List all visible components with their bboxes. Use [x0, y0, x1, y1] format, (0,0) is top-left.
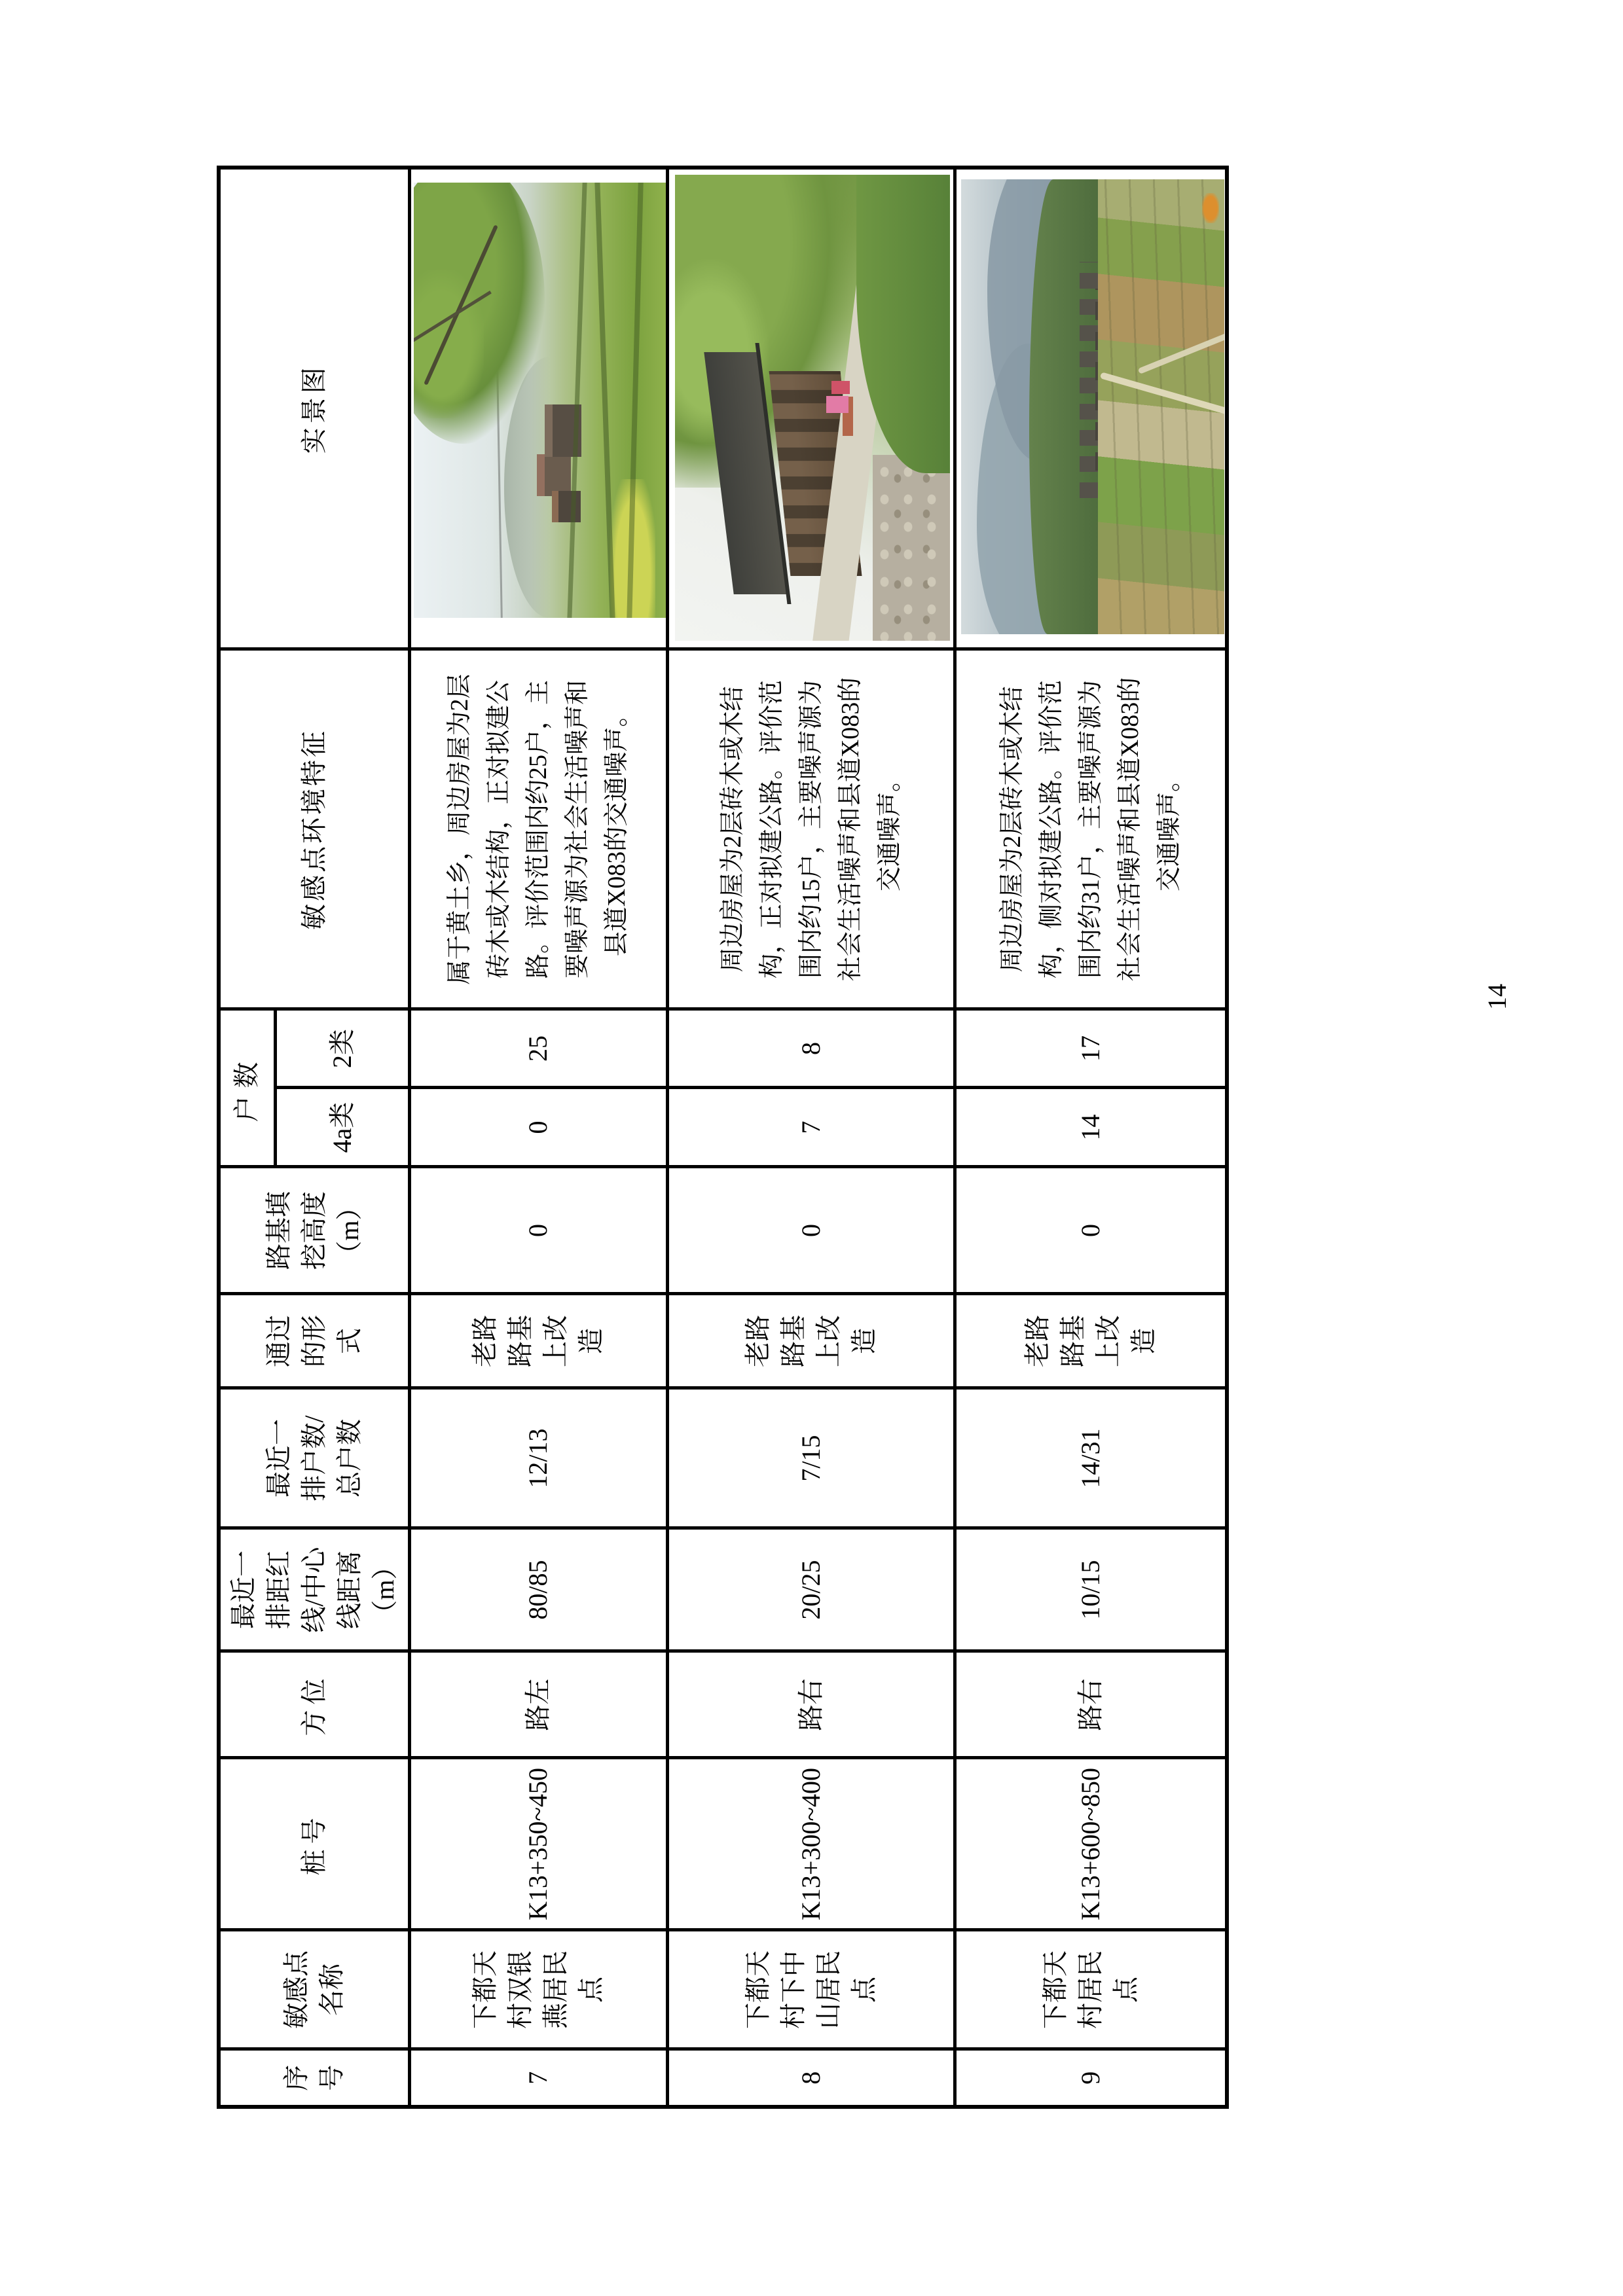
col-header-subgrade: 路基填挖高度（m）	[219, 1167, 409, 1294]
col-header-env-features: 敏感点环境特征	[219, 649, 409, 1009]
col-header-stake: 桩号	[219, 1758, 409, 1930]
cell-class4a-7: 0	[409, 1088, 667, 1167]
table-row	[955, 168, 1227, 2107]
cell-subgrade-9: 0	[955, 1167, 1227, 1294]
table-row	[409, 168, 667, 2107]
cell-distance-9: 10/15	[955, 1528, 1227, 1651]
photo1-house-shape	[537, 454, 571, 496]
noise-sensitive-points-table	[217, 166, 1229, 2109]
col-header-index: 序号	[219, 2049, 409, 2107]
cell-distance-7: 80/85	[409, 1528, 667, 1651]
cell-form-8: 老路路基上改造	[667, 1294, 955, 1388]
photo2-stone-gravel	[873, 455, 950, 641]
cell-index-8: 8	[667, 2049, 955, 2107]
col-header-form: 通过的形式	[219, 1294, 409, 1388]
col-header-ratio: 最近一排户数/总户数	[219, 1388, 409, 1528]
col-header-photo: 实景图	[219, 168, 409, 649]
col-header-distance: 最近一排距红线/中心线距离（m）	[219, 1528, 409, 1651]
photo2-laundry-accent	[831, 381, 850, 394]
cell-name-8: 下都天村下中山居民点	[667, 1930, 955, 2049]
col-header-class-4a: 4a类	[275, 1088, 409, 1167]
rotated-table-region	[217, 170, 1224, 2109]
cell-class4a-8: 7	[667, 1088, 955, 1167]
photo3-orange-accent	[1202, 193, 1219, 223]
site-photo-village-view	[414, 183, 666, 619]
cell-stake-8: K13+300~400	[667, 1758, 955, 1930]
landscape-table-canvas	[217, 170, 1224, 2109]
cell-ratio-9: 14/31	[955, 1388, 1227, 1528]
site-photo-valley-panorama	[961, 180, 1224, 635]
cell-index-9: 9	[955, 2049, 1227, 2107]
cell-class2-8: 8	[667, 1009, 955, 1088]
cell-subgrade-7: 0	[409, 1167, 667, 1294]
col-header-households: 户数	[219, 1009, 275, 1167]
page-number: 14	[1482, 984, 1512, 1010]
cell-photo-7	[409, 168, 667, 649]
cell-env-features-7: 属于黄土乡，周边房屋为2层砖木或木结构，正对拟建公路。评价范围内约25户，主要噪声源为社会生活噪声和县道X083的交通噪声。	[409, 649, 667, 1009]
col-header-direction: 方位	[219, 1651, 409, 1758]
photo1-house-shape	[552, 491, 581, 522]
cell-stake-7: K13+350~450	[409, 1758, 667, 1930]
cell-stake-9: K13+600~850	[955, 1758, 1227, 1930]
cell-class4a-9: 14	[955, 1088, 1227, 1167]
cell-direction-8: 路右	[667, 1651, 955, 1758]
cell-form-7: 老路路基上改造	[409, 1294, 667, 1388]
photo2-laundry-accent	[826, 396, 848, 413]
cell-direction-7: 路左	[409, 1651, 667, 1758]
cell-env-features-8: 周边房屋为2层砖木或木结构，正对拟建公路。评价范围内约15户，主要噪声源为社会生活噪声和县道X083的交通噪声。	[667, 649, 955, 1009]
col-header-name: 敏感点名称	[219, 1930, 409, 2049]
cell-env-features-9: 周边房屋为2层砖木或木结构，侧对拟建公路。评价范围内约31户，主要噪声源为社会生活噪声和县道X083的交通噪声。	[955, 649, 1227, 1009]
cell-photo-9	[955, 168, 1227, 649]
cell-ratio-7: 12/13	[409, 1388, 667, 1528]
cell-class2-9: 17	[955, 1009, 1227, 1088]
photo1-tree-foliage	[414, 270, 484, 418]
cell-name-9: 下都天村居民点	[955, 1930, 1227, 2049]
cell-distance-8: 20/25	[667, 1528, 955, 1651]
cell-direction-9: 路右	[955, 1651, 1227, 1758]
table-row	[667, 168, 955, 2107]
cell-name-7: 下都天村双银燕居民点	[409, 1930, 667, 2049]
site-photo-timber-house	[675, 175, 950, 641]
col-header-class-2: 2类	[275, 1009, 409, 1088]
cell-photo-8	[667, 168, 955, 649]
cell-ratio-8: 7/15	[667, 1388, 955, 1528]
cell-class2-7: 25	[409, 1009, 667, 1088]
cell-form-9: 老路路基上改造	[955, 1294, 1227, 1388]
page-number-container	[1464, 964, 1529, 1030]
cell-subgrade-8: 0	[667, 1167, 955, 1294]
cell-index-7: 7	[409, 2049, 667, 2107]
